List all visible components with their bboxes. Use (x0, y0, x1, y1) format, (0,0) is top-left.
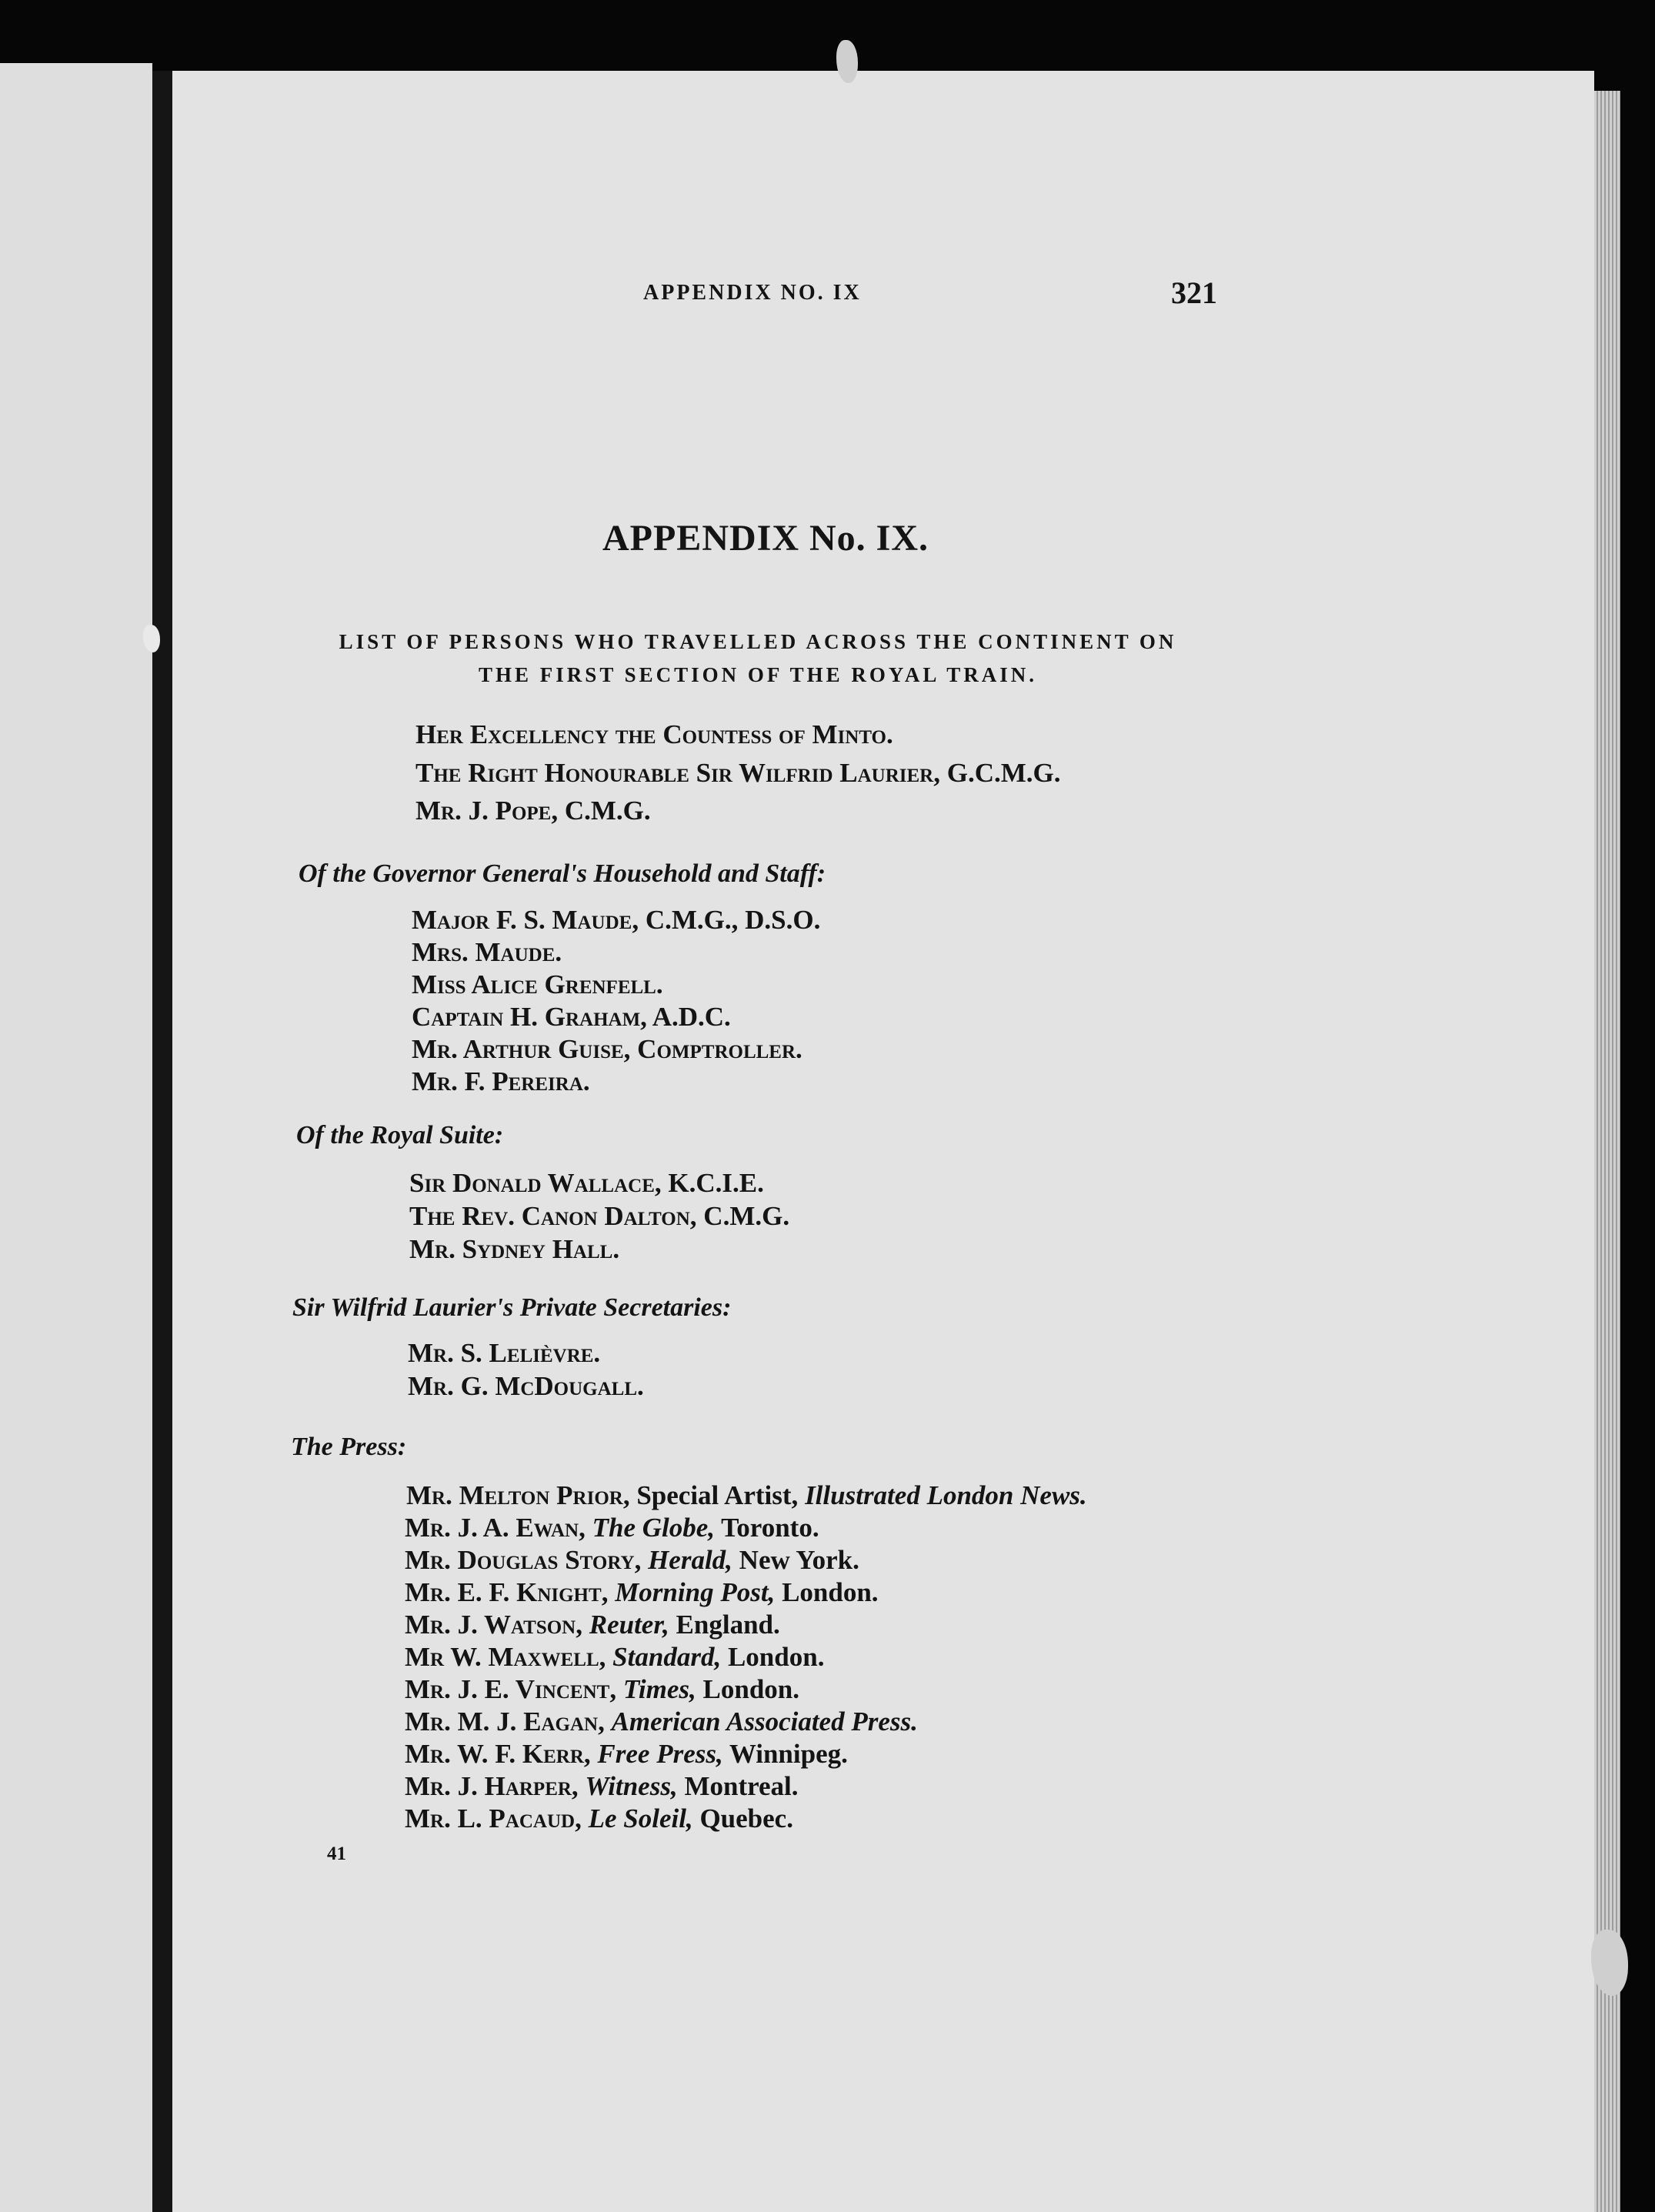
press-city: London. (702, 1674, 800, 1704)
section-heading: Of the Governor General's Household and Staff: (299, 859, 826, 888)
household-entry: Captain H. Graham, A.D.C. (412, 1002, 731, 1032)
left-page-edge (0, 63, 152, 2212)
press-paper: Le Soleil, (588, 1803, 693, 1833)
press-paper: American Associated Press. (611, 1707, 918, 1737)
section-heading: The Press: (291, 1433, 407, 1461)
press-entry: Mr. M. J. Eagan, American Associated Press. (405, 1707, 918, 1737)
press-city: New York. (739, 1545, 859, 1575)
section-heading: Of the Royal Suite: (296, 1121, 504, 1149)
royal-suite-entry: The Rev. Canon Dalton, C.M.G. (409, 1201, 790, 1231)
press-entry: Mr. L. Pacaud, Le Soleil, Quebec. (405, 1803, 793, 1833)
appendix-title: APPENDIX No. IX. (602, 518, 929, 559)
household-entry: Mrs. Maude. (412, 937, 562, 967)
press-paper: The Globe, (592, 1513, 716, 1543)
press-city: Quebec. (699, 1803, 793, 1833)
book-gutter (152, 71, 172, 2212)
principal-entry: Her Excellency the Countess of Minto. (415, 719, 893, 749)
press-entry: Mr. J. A. Ewan, The Globe, Toronto. (405, 1513, 819, 1543)
subtitle-line: LIST OF PERSONS WHO TRAVELLED ACROSS THE CONTINENT ON (339, 630, 1177, 653)
press-city: Winnipeg. (729, 1739, 848, 1769)
press-paper: Reuter, (589, 1610, 669, 1640)
press-paper: Free Press, (597, 1739, 723, 1769)
press-paper: Standard, (612, 1642, 722, 1672)
press-city: Montreal. (684, 1771, 799, 1801)
press-paper: Times, (622, 1674, 696, 1704)
royal-suite-entry: Sir Donald Wallace, K.C.I.E. (409, 1168, 764, 1198)
household-entry: Mr. F. Pereira. (412, 1066, 590, 1096)
press-name: Mr. L. Pacaud (405, 1803, 576, 1833)
household-entry: Mr. Arthur Guise, Comptroller. (412, 1034, 802, 1064)
press-name: Mr. J. Harper (405, 1771, 572, 1801)
press-city: Toronto. (721, 1513, 819, 1543)
page-edges (1594, 91, 1620, 2212)
household-entry: Miss Alice Grenfell. (412, 969, 663, 999)
press-name: Mr. M. J. Eagan (405, 1707, 599, 1737)
press-name: Mr. J. E. Vincent (405, 1674, 610, 1704)
press-paper: Herald, (648, 1545, 732, 1575)
appendix-subtitle (300, 626, 1216, 692)
press-name: Mr. J. A. Ewan (405, 1513, 579, 1543)
principal-entry: The Right Honourable Sir Wilfrid Laurier, G.C.M.G. (415, 758, 1061, 788)
page-number: 321 (1171, 275, 1217, 310)
press-role: Special Artist, (636, 1480, 799, 1510)
press-name: Mr. J. Watson (405, 1610, 576, 1640)
press-name: Mr. E. F. Knight (405, 1577, 602, 1607)
press-city: England. (676, 1610, 780, 1640)
press-name: Mr. Douglas Story (405, 1545, 635, 1575)
press-paper: Illustrated London News. (805, 1480, 1087, 1510)
press-entry: Mr W. Maxwell, Standard, London. (405, 1642, 825, 1672)
press-paper: Morning Post, (615, 1577, 776, 1607)
press-name: Mr. W. F. Kerr (405, 1739, 584, 1769)
press-name: Mr W. Maxwell (405, 1642, 599, 1672)
press-name: Mr. Melton Prior (406, 1480, 623, 1510)
running-header (643, 275, 1217, 312)
running-title: APPENDIX NO. IX (643, 281, 862, 305)
press-entry: Mr. Melton Prior, Special Artist, Illustrated London News. (406, 1480, 1087, 1510)
press-entry: Mr. J. Watson, Reuter, England. (405, 1610, 780, 1640)
press-entry: Mr. Douglas Story, Herald, New York. (405, 1545, 859, 1575)
press-paper: Witness, (585, 1771, 678, 1801)
press-city: London. (727, 1642, 825, 1672)
folio-signature: 41 (327, 1843, 346, 1864)
subtitle-line: THE FIRST SECTION OF THE ROYAL TRAIN. (479, 663, 1037, 686)
press-city: London. (782, 1577, 879, 1607)
press-entry: Mr. J. E. Vincent, Times, London. (405, 1674, 800, 1704)
secretary-entry: Mr. S. Lelièvre. (408, 1338, 601, 1368)
press-entry: Mr. E. F. Knight, Morning Post, London. (405, 1577, 879, 1607)
section-heading: Sir Wilfrid Laurier's Private Secretaries: (292, 1293, 732, 1322)
press-entry: Mr. J. Harper, Witness, Montreal. (405, 1771, 799, 1801)
scan-blemish-left (143, 625, 160, 652)
household-entry: Major F. S. Maude, C.M.G., D.S.O. (412, 905, 821, 935)
principal-entry: Mr. J. Pope, C.M.G. (415, 796, 651, 826)
royal-suite-entry: Mr. Sydney Hall. (409, 1234, 620, 1264)
secretary-entry: Mr. G. McDougall. (408, 1371, 644, 1401)
press-entry: Mr. W. F. Kerr, Free Press, Winnipeg. (405, 1739, 848, 1769)
